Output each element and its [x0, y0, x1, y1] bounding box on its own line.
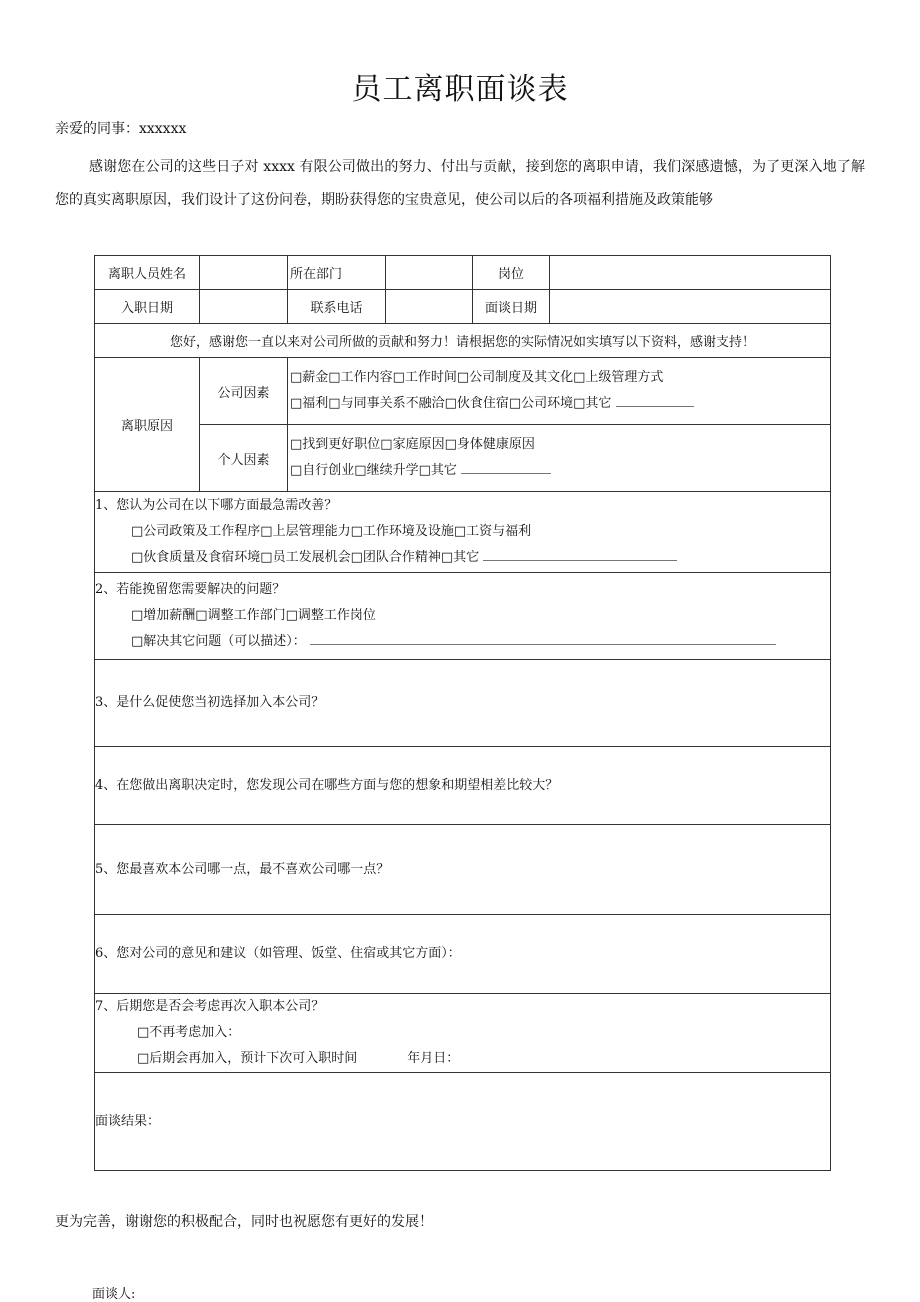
question-4[interactable]: [95, 747, 831, 825]
question-7-date: 年月日：: [407, 1051, 460, 1066]
join-date-field[interactable]: [200, 290, 288, 324]
other-blank[interactable]: [483, 559, 677, 561]
personal-factor-label: 个人因素: [200, 425, 288, 492]
question-6[interactable]: [95, 915, 831, 994]
question-1-options-a: □公司政策及工作程序□上层管理能力□工作环境及设施□工资与福利: [131, 524, 532, 539]
company-factor-line2: □福利□与同事关系不融洽□伙食住宿□公司环境□其它: [290, 396, 612, 411]
question-1-text: 1、您认为公司在以下哪方面最急需改善？: [95, 498, 338, 513]
other-blank[interactable]: [616, 405, 694, 407]
company-factor-line1: □薪金□工作内容□工作时间□公司制度及其文化□上级管理方式: [290, 370, 664, 385]
post-label: 岗位: [473, 256, 550, 290]
name-field[interactable]: [200, 256, 288, 290]
question-7-option-yes: □后期会再加入，预计下次可入职时间: [137, 1051, 358, 1066]
question-3[interactable]: [95, 660, 831, 747]
interview-date-field[interactable]: [550, 290, 831, 324]
question-7-text: 7、后期您是否会考虑再次入职本公司？: [95, 999, 325, 1014]
notice-text: 您好，感谢您一直以来对公司所做的贡献和努力！请根据您的实际情况如实填写以下资料，感谢支持！: [95, 324, 831, 358]
exit-interview-form: [94, 255, 831, 1171]
question-2-options: □增加薪酬□调整工作部门□调整工作岗位: [131, 608, 376, 623]
personal-factor-line1: □找到更好职位□家庭原因□身体健康原因: [290, 437, 535, 452]
company-factor-options[interactable]: [288, 358, 831, 425]
phone-label: 联系电话: [288, 290, 386, 324]
question-4-text: 4、在您做出离职决定时，您发现公司在哪些方面与您的想象和期望相差比较大？: [95, 777, 559, 793]
interviewer-label: 面谈人:: [92, 1287, 136, 1302]
company-factor-label: 公司因素: [200, 358, 288, 425]
dept-label: 所在部门: [288, 256, 386, 290]
post-field[interactable]: [550, 256, 831, 290]
question-7-option-no: □不再考虑加入：: [137, 1025, 241, 1040]
other-blank[interactable]: [461, 472, 551, 474]
intro-paragraph: 感谢您在公司的这些日子对 xxxx 有限公司做出的努力、付出与贡献，接到您的离职申请，我们深感遗憾，为了更深入地了解您的真实离职原因，我们设计了这份问卷，期盼获得您的宝贵意见，使公司以后的各项福利措施及政策能够: [55, 159, 865, 208]
interview-result[interactable]: [95, 1073, 831, 1171]
question-1-options-b: □伙食质量及食宿环境□员工发展机会□团队合作精神□其它: [131, 550, 480, 565]
describe-blank[interactable]: [310, 643, 776, 645]
personal-factor-line2: □自行创业□继续升学□其它: [290, 463, 457, 478]
name-label: 离职人员姓名: [95, 256, 200, 290]
question-2-other: □解决其它问题（可以描述）：: [131, 634, 306, 649]
closing-text: 更为完善，谢谢您的积极配合，同时也祝愿您有更好的发展！: [55, 1214, 433, 1230]
reason-label: 离职原因: [95, 358, 200, 492]
question-2[interactable]: [95, 573, 831, 660]
join-date-label: 入职日期: [95, 290, 200, 324]
question-5-text: 5、您最喜欢本公司哪一点，最不喜欢公司哪一点？: [95, 861, 390, 877]
dept-field[interactable]: [386, 256, 473, 290]
question-5[interactable]: [95, 825, 831, 915]
question-7[interactable]: [95, 994, 831, 1073]
greeting: 亲爱的同事：xxxxxx: [55, 121, 187, 137]
question-1[interactable]: [95, 492, 831, 573]
question-6-text: 6、您对公司的意见和建议（如管理、饭堂、住宿或其它方面）：: [95, 946, 461, 961]
page-title: 员工离职面谈表: [351, 72, 569, 107]
question-3-text: 3、是什么促使您当初选择加入本公司？: [95, 695, 325, 710]
interview-result-label: 面谈结果：: [95, 1113, 161, 1129]
personal-factor-options[interactable]: [288, 425, 831, 492]
phone-field[interactable]: [386, 290, 473, 324]
question-2-text: 2、若能挽留您需要解决的问题？: [95, 582, 286, 597]
interview-date-label: 面谈日期: [473, 290, 550, 324]
